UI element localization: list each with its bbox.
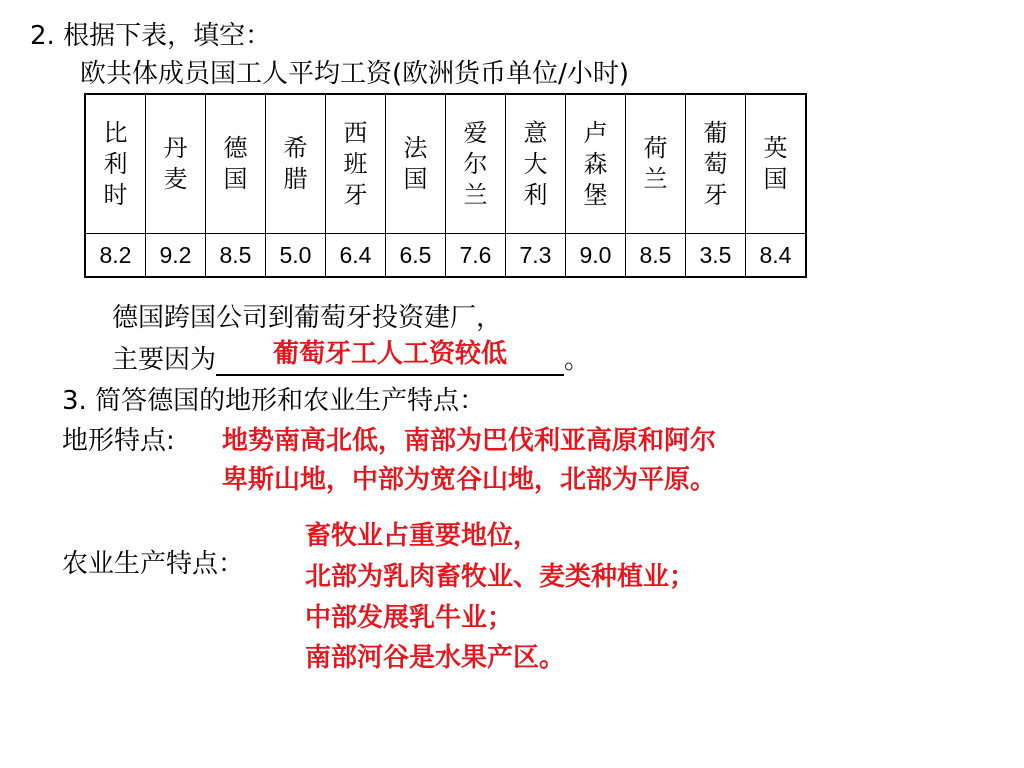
country-cell <box>746 94 807 234</box>
country-cell <box>446 94 506 234</box>
country-cell <box>386 94 446 234</box>
country-cell <box>686 94 746 234</box>
wage-cell: 9.0 <box>566 234 626 278</box>
country-cell <box>566 94 626 234</box>
wage-cell: 6.4 <box>326 234 386 278</box>
agriculture-answer-line: 中部发展乳牛业； <box>305 603 514 633</box>
country-cell <box>326 94 386 234</box>
country-name: 比利时 <box>103 118 128 209</box>
terrain-label: 地形特点: <box>62 426 175 456</box>
answer-text: 葡萄牙工人工资较低 <box>273 339 508 369</box>
country-name: 西班牙 <box>343 118 368 209</box>
agriculture-answer-line: 畜牧业占重要地位， <box>305 521 540 551</box>
wage-cell: 3.5 <box>686 234 746 278</box>
country-name: 意大利 <box>523 118 548 209</box>
country-name: 葡萄牙 <box>703 118 728 209</box>
country-cell <box>626 94 686 234</box>
country-name: 荷兰 <box>643 134 668 193</box>
wage-cell: 8.5 <box>206 234 266 278</box>
country-name: 德国 <box>223 134 248 193</box>
fill-prefix: 主要因为 <box>112 345 217 375</box>
table-row-countries <box>85 94 806 234</box>
question-2-statement: 德国跨国公司到葡萄牙投资建厂， <box>112 303 503 333</box>
wage-cell: 5.0 <box>266 234 326 278</box>
country-name: 丹麦 <box>163 134 188 193</box>
country-cell <box>266 94 326 234</box>
wage-cell: 9.2 <box>146 234 206 278</box>
country-name: 希腊 <box>283 134 308 193</box>
agriculture-answer-line: 北部为乳肉畜牧业、麦类种植业； <box>305 562 696 592</box>
wage-cell: 7.3 <box>506 234 566 278</box>
fill-suffix: 。 <box>564 345 591 375</box>
country-cell <box>206 94 266 234</box>
terrain-answer-line: 卑斯山地，中部为宽谷山地，北部为平原。 <box>222 465 717 495</box>
country-name: 卢森堡 <box>583 118 608 209</box>
wage-cell: 7.6 <box>446 234 506 278</box>
wage-cell: 8.5 <box>626 234 686 278</box>
country-name: 法国 <box>403 134 428 193</box>
wage-cell: 8.2 <box>85 234 146 278</box>
country-name: 英国 <box>763 134 788 193</box>
country-cell <box>506 94 566 234</box>
wage-cell: 8.4 <box>746 234 807 278</box>
agriculture-answer-line: 南部河谷是水果产区。 <box>305 643 566 673</box>
table-caption: 欧共体成员国工人平均工资(欧洲货币单位/小时) <box>80 59 630 89</box>
country-cell <box>146 94 206 234</box>
terrain-answer-line: 地势南高北低，南部为巴伐利亚高原和阿尔 <box>222 426 717 456</box>
wage-table <box>84 93 807 278</box>
question-3-title: 3. 简答德国的地形和农业生产特点： <box>62 386 486 416</box>
country-cell <box>85 94 146 234</box>
country-name: 爱尔兰 <box>463 118 488 209</box>
agriculture-label: 农业生产特点： <box>62 549 245 579</box>
table-row-wages <box>85 234 806 278</box>
answer-blank <box>216 339 564 376</box>
question-2-title: 2. 根据下表，填空： <box>30 21 272 51</box>
wage-cell: 6.5 <box>386 234 446 278</box>
question-2-fill-line <box>112 339 591 376</box>
